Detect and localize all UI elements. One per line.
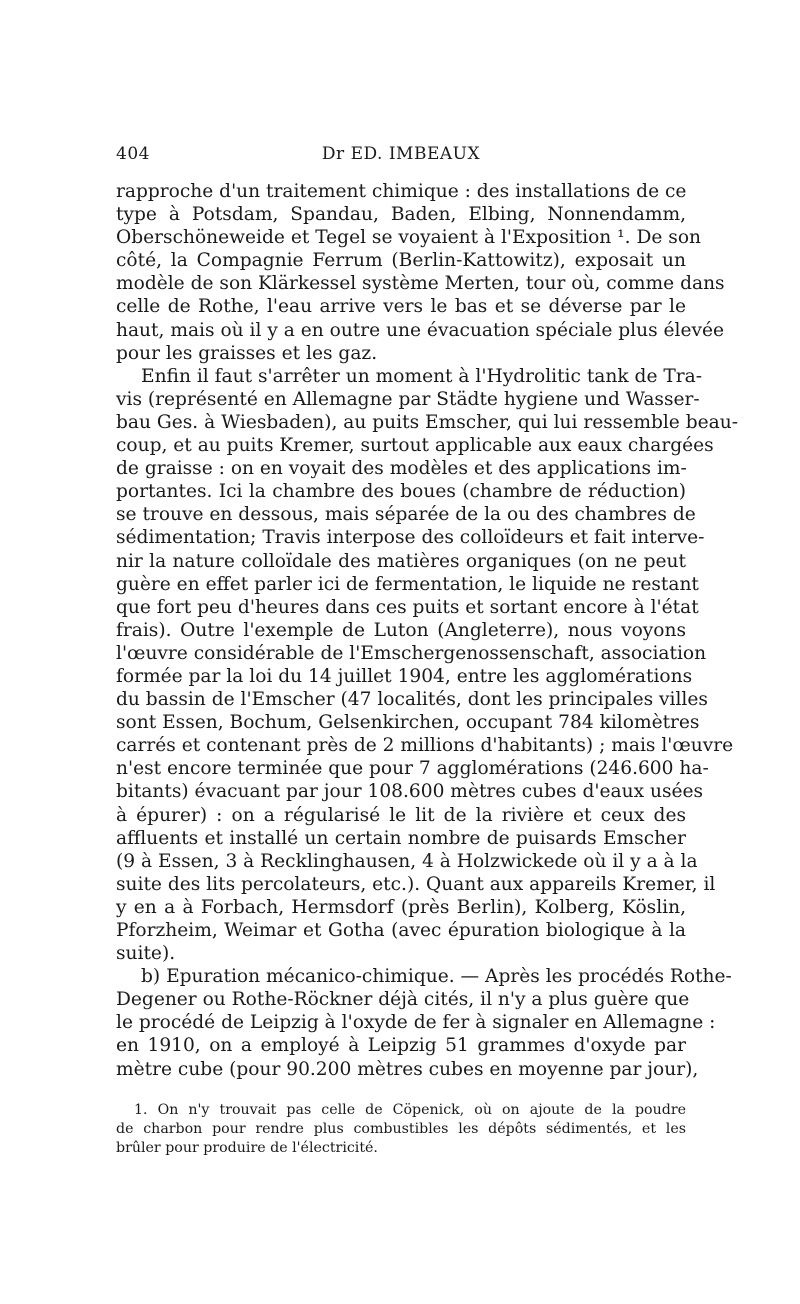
text-line: en 1910, on a employé à Leipzig 51 grammes d'oxyde par bbox=[116, 1035, 686, 1057]
footnotes bbox=[116, 1101, 686, 1158]
text-line: nir la nature colloïdale des matières organiques (on ne peut bbox=[116, 550, 686, 572]
text-line: Degener ou Rothe-Röckner déjà cités, il n'y a plus guère que bbox=[116, 989, 690, 1011]
text-line: carrés et contenant près de 2 millions d'habitants) ; mais l'œuvre bbox=[116, 735, 734, 757]
text-line: suite des lits percolateurs, etc.). Quant aux appareils Kremer, il bbox=[116, 873, 716, 895]
text-line: sédimentation; Travis interpose des colloïdeurs et fait interve- bbox=[116, 527, 705, 549]
text-line: Enfin il faut s'arrêter un moment à l'Hydrolitic tank de Tra- bbox=[141, 365, 703, 387]
text-line: bitants) évacuant par jour 108.600 mètres cubes d'eaux usées bbox=[116, 781, 704, 803]
text-line: vis (représenté en Allemagne par Städte hygiene und Wasser- bbox=[116, 388, 700, 410]
footnote-line: 1. On n'y trouvait pas celle de Cöpenick, où on ajoute de la poudre bbox=[134, 1102, 686, 1118]
footnote-line: de charbon pour rendre plus combustibles les dépôts sédimentés, et les bbox=[116, 1121, 686, 1137]
text-line: mètre cube (pour 90.200 mètres cubes en moyenne par jour), bbox=[116, 1058, 699, 1080]
text-line: côté, la Compagnie Ferrum (Berlin-Kattowitz), exposait un bbox=[116, 250, 686, 272]
text-line: Pforzheim, Weimar et Gotha (avec épuration biologique à la bbox=[116, 920, 686, 941]
running-title: Dr ED. IMBEAUX bbox=[321, 144, 481, 164]
text-line: sont Essen, Bochum, Gelsenkirchen, occupant 784 kilomètres bbox=[116, 712, 700, 734]
page-number: 404 bbox=[116, 144, 150, 164]
text-line: bau Ges. à Wiesbaden), au puits Emscher, qui lui ressemble beau- bbox=[116, 411, 738, 433]
footnote-line: brûler pour produire de l'électricité. bbox=[116, 1140, 378, 1156]
page-header bbox=[116, 144, 686, 168]
text-line: affluents et installé un certain nombre de puisards Emscher bbox=[116, 827, 686, 849]
text-line: que fort peu d'heures dans ces puits et sortant encore à l'état bbox=[116, 596, 699, 618]
text-line: b) Epuration mécanico-chimique. — Après les procédés Rothe- bbox=[141, 966, 732, 988]
text-line: rapproche d'un traitement chimique : des installations de ce bbox=[116, 181, 687, 202]
text-line: Oberschöneweide et Tegel se voyaient à l'Exposition ¹. De son bbox=[116, 227, 701, 249]
text-line: coup, et au puits Kremer, surtout applicable aux eaux chargées bbox=[116, 435, 714, 457]
text-line: suite). bbox=[116, 943, 176, 965]
text-line: y en a à Forbach, Hermsdorf (près Berlin), Kolberg, Köslin, bbox=[116, 896, 686, 918]
text-line: portantes. Ici la chambre des boues (chambre de réduction) bbox=[116, 481, 686, 503]
text-line: n'est encore terminée que pour 7 agglomérations (246.600 ha- bbox=[116, 758, 709, 780]
text-line: de graisse : on en voyait des modèles et des applications im- bbox=[116, 458, 687, 480]
text-line: formée par la loi du 14 juillet 1904, entre les agglomérations bbox=[116, 665, 693, 687]
text-line: guère en effet parler ici de fermentation, le liquide ne restant bbox=[116, 573, 699, 595]
text-line: se trouve en dessous, mais séparée de la ou des chambres de bbox=[116, 504, 696, 526]
text-line: modèle de son Klärkessel système Merten, tour où, comme dans bbox=[116, 273, 725, 295]
text-line: (9 à Essen, 3 à Recklinghausen, 4 à Holzwickede où il y a à la bbox=[116, 850, 698, 872]
main-text bbox=[116, 180, 738, 1081]
text-line: le procédé de Leipzig à l'oxyde de fer à signaler en Allemagne : bbox=[116, 1012, 716, 1034]
text-line: du bassin de l'Emscher (47 localités, dont les principales villes bbox=[116, 689, 708, 711]
text-line: celle de Rothe, l'eau arrive vers le bas et se déverse par le bbox=[116, 296, 686, 318]
text-line: haut, mais où il y a en outre une évacuation spéciale plus élevée bbox=[116, 319, 725, 341]
text-line: frais). Outre l'exemple de Luton (Angleterre), nous voyons bbox=[116, 619, 686, 641]
text-line: pour les graisses et les gaz. bbox=[116, 342, 378, 364]
text-line: à épurer) : on a régularisé le lit de la rivière et ceux des bbox=[116, 804, 686, 826]
text-line: l'œuvre considérable de l'Emschergenossenschaft, association bbox=[116, 642, 707, 664]
text-line: type à Potsdam, Spandau, Baden, Elbing, Nonnendamm, bbox=[116, 204, 686, 226]
